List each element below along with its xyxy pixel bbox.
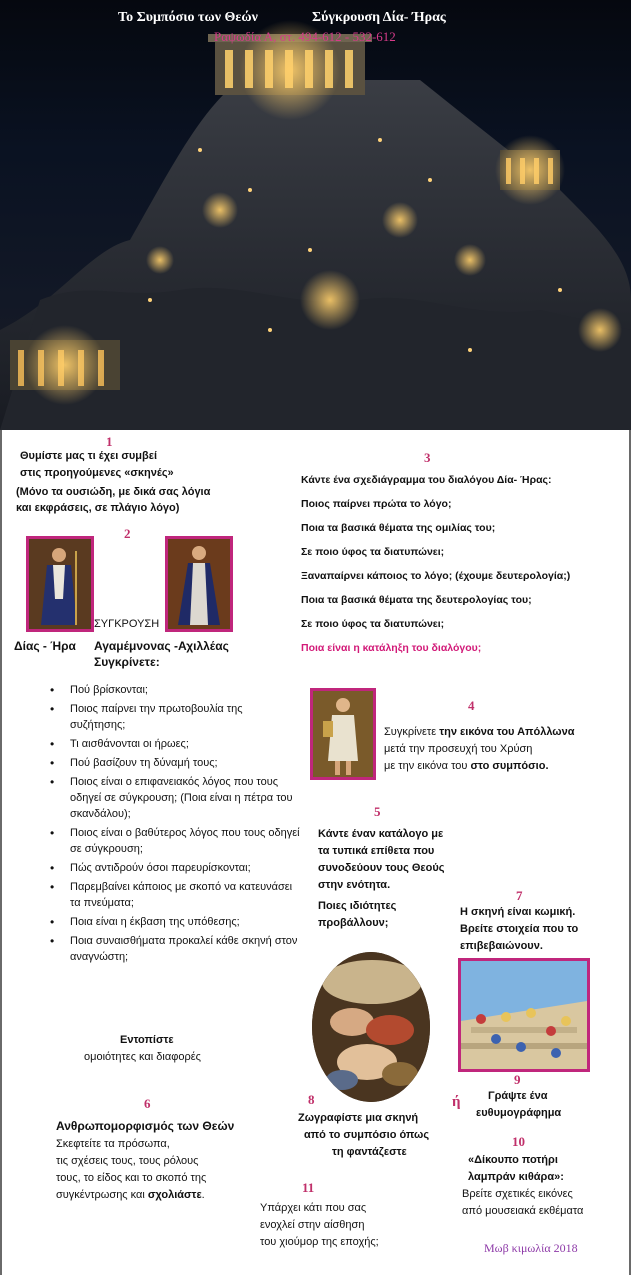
list-item: • Παρεμβαίνει κάποιος με σκοπό να κατευνάσει τα πνεύματα; (50, 879, 300, 911)
section-4-number: 4 (468, 698, 475, 713)
list-item: • Ποιος είναι ο επιφανειακός λόγος που τους οδηγεί σε σύγκρουση; (Ποια είναι η πέτρα του σκανδάλου); (50, 774, 300, 822)
footer-credit: Μωβ κιμωλία 2018 (484, 1241, 578, 1255)
section-3-questions (301, 496, 570, 640)
section-9-line: Γράψτε ένα (488, 1090, 548, 1102)
apollo-image (310, 688, 376, 780)
locate-title: Εντοπίστε (120, 1034, 174, 1046)
title-left: Το Συμπόσιο των Θεών (118, 10, 258, 25)
list-item: Ποια τα βασικά θέματα της δευτερολογίας του; (301, 594, 532, 606)
section-5-line: Κάντε έναν κατάλογο με (318, 828, 444, 840)
section-4-line-1: Συγκρίνετε την εικόνα του Απόλλωνα (384, 726, 575, 738)
section-11-line: Υπάρχει κάτι που σας (260, 1202, 367, 1214)
locate-text: ομοιότητες και διαφορές (84, 1051, 201, 1063)
list-item: Ποιος παίρνει πρώτα το λόγο; (301, 498, 452, 510)
list-item: Ποια τα βασικά θέματα της ομιλίας του; (301, 522, 496, 534)
section-5-line: Ποιες ιδιότητες (318, 900, 397, 912)
list-item: • Τι αισθάνονται οι ήρωες; (50, 736, 300, 752)
subtitle: Ραψωδία Α, στ. 494-612 - 532-612 (214, 29, 396, 44)
list-item: • Ποια είναι η έκβαση της υπόθεσης; (50, 914, 300, 930)
or-word: ή (452, 1094, 461, 1110)
section-7-number: 7 (516, 888, 523, 903)
section-3-intro: Κάντε ένα σχεδιάγραμμα του διαλόγου Δία- Ήρας: (301, 474, 552, 486)
section-10-title: «Δίκουπο ποτήρι (468, 1154, 558, 1166)
section-6-number: 6 (144, 1096, 151, 1111)
section-6-title: Ανθρωπομορφισμός των Θεών (56, 1119, 235, 1133)
title-right: Σύγκρουση Δία- Ήρας (312, 10, 446, 25)
zeus-figure (29, 539, 91, 629)
section-2-number: 2 (124, 526, 131, 541)
section-5-number: 5 (374, 804, 381, 819)
apollo-figure (313, 691, 373, 777)
section-6-line: Σκεφτείτε τα πρόσωπα, (56, 1138, 170, 1150)
section-10-title-2: λαμπράν κιθάρα»: (468, 1171, 564, 1183)
list-item: • Πού βασίζουν τη δύναμή τους; (50, 755, 300, 771)
section-10-number: 10 (512, 1134, 525, 1149)
section-1-line-3: (Μόνο τα ουσιώδη, με δικά σας λόγια (16, 486, 211, 498)
worksheet-panel (0, 430, 631, 1275)
olympians-cartoon-image (458, 958, 590, 1072)
zeus-hera-caption: Δίας - Ήρα (14, 639, 76, 653)
section-6-line-last: συγκέντρωσης και σχολιάστε. (56, 1189, 205, 1201)
section-10-line: από μουσειακά εκθέματα (462, 1205, 584, 1217)
section-8-number: 8 (308, 1092, 315, 1107)
section-1-line-4: και εκφράσεις, σε πλάγιο λόγο) (16, 502, 180, 514)
agamemnon-achilles-image (165, 536, 233, 632)
list-item: Σε ποιο ύφος τα διατυπώνει; (301, 618, 445, 630)
list-item: • Πού βρίσκονται; (50, 682, 300, 698)
olympus-illustration (0, 0, 631, 430)
banquet-scene (312, 952, 430, 1102)
section-5-line: προβάλλουν; (318, 917, 389, 929)
section-5-line: τα τυπικά επίθετα που (318, 845, 435, 857)
olympians-scene (461, 961, 587, 1069)
list-item: Ξαναπαίρνει κάποιος το λόγο; (έχουμε δευτερολογία;) (301, 570, 571, 582)
list-item: • Ποιος είναι ο βαθύτερος λόγος που τους οδηγεί σε σύγκρουση; (50, 825, 300, 857)
section-6-line: τους, το είδος και το σκοπό της (56, 1172, 207, 1184)
section-4-line-3: με την εικόνα του στο συμπόσιο. (384, 760, 549, 772)
banquet-oval-painting (312, 952, 430, 1102)
section-5-line: στην ενότητα. (318, 879, 391, 891)
section-8-line: από το συμπόσιο όπως (304, 1129, 430, 1141)
section-5-line: συνοδεύουν τους Θεούς (318, 862, 445, 874)
section-1-number: 1 (106, 434, 113, 449)
list-item: • Ποιος παίρνει την πρωτοβουλία της συζήτησης; (50, 701, 300, 733)
list-item: • Πώς αντιδρούν όσοι παρευρίσκονται; (50, 860, 300, 876)
section-7-line: Βρείτε στοιχεία που το (460, 923, 579, 935)
section-3-last: Ποια είναι η κατάληξη του διαλόγου; (301, 642, 482, 654)
section-9-number: 9 (514, 1072, 521, 1087)
compare-label: Συγκρίνετε: (94, 655, 160, 669)
zeus-hera-image (26, 536, 94, 632)
conflict-label: ΣΥΓΚΡΟΥΣΗ (94, 618, 160, 630)
section-3-number: 3 (424, 450, 431, 465)
section-8-line: τη φαντάζεστε (332, 1146, 407, 1158)
list-item: • Ποια συναισθήματα προκαλεί κάθε σκηνή στον αναγνώστη; (50, 933, 300, 965)
comparison-list (50, 682, 300, 968)
hera-figure (168, 539, 230, 629)
section-9-line: ευθυμογράφημα (476, 1107, 562, 1119)
section-11-line: ενοχλεί στην αίσθηση (260, 1219, 365, 1231)
agamemnon-achilles-caption: Αγαμέμνονας -Αχιλλέας (94, 639, 229, 653)
section-6-line: τις σχέσεις τους, τους ρόλους (56, 1155, 199, 1167)
section-8-line: Ζωγραφίστε μια σκηνή (298, 1112, 419, 1124)
section-4-line-2: μετά την προσευχή του Χρύση (384, 743, 533, 755)
section-11-number: 11 (302, 1180, 315, 1195)
section-1-line-1: Θυμίστε μας τι έχει συμβεί (20, 450, 158, 462)
section-7-line: επιβεβαιώνουν. (460, 940, 543, 952)
list-item: Σε ποιο ύφος τα διατυπώνει; (301, 546, 445, 558)
section-11-line: του χιούμορ της εποχής; (260, 1236, 379, 1248)
section-7-line: Η σκηνή είναι κωμική. (460, 906, 576, 918)
olympus-night-image (0, 0, 631, 430)
section-10-line: Βρείτε σχετικές εικόνες (462, 1188, 573, 1200)
section-1-line-2: στις προηγούμενες «σκηνές» (20, 467, 174, 479)
